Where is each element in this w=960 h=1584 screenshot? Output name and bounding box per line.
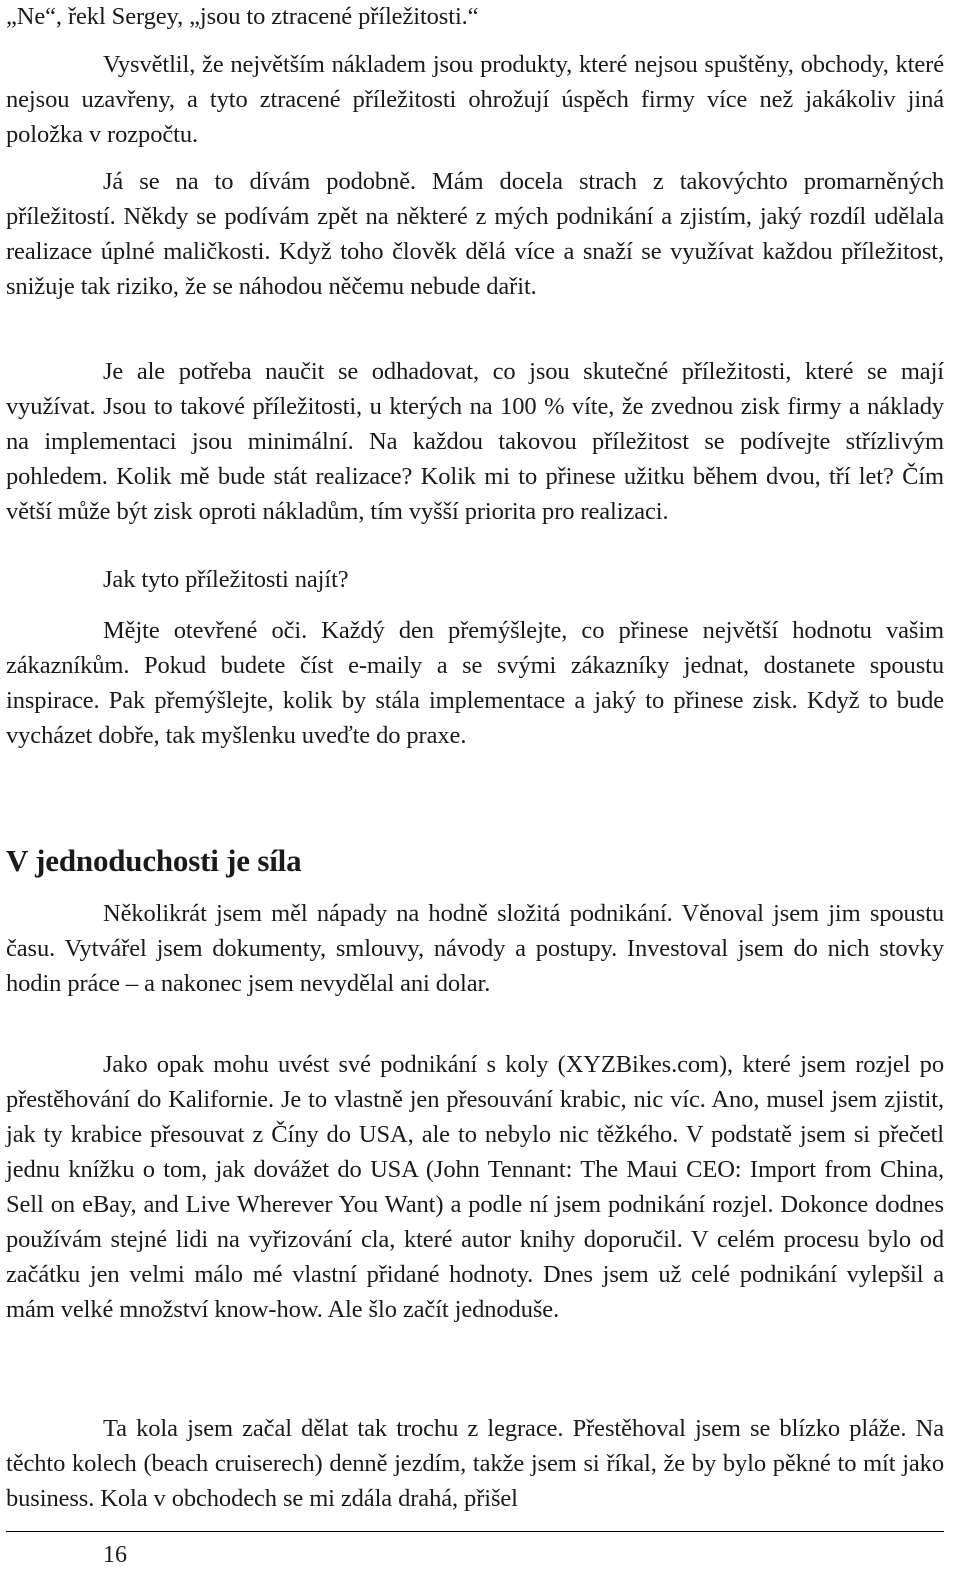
section-heading: V jednoduchosti je síla [6, 843, 302, 878]
footer-divider [6, 1531, 944, 1532]
paragraph-quote: „Ne“, řekl Sergey, „jsou to ztracené příležitosti.“ [6, 3, 479, 30]
paragraph-bikes-business: Jako opak mohu uvést své podnikání s koly (XYZBikes.com), které jsem rozjel po přestěhování do Kalifornie. Je to vlastně jen přesouvání krabic, nic víc. Ano, musel jsem zjistit, jak ty krabice přesouvat z Číny do USA, ale to nebylo nic těžkého. V podstatě jsem si přečetl jednu knížku o tom, jak dovážet do USA (John Tennant: The Maui CEO: Import from China, Sell on eBay, and Live Wherever You Want) a podle ní jsem podnikání rozjel. Dokonce dodnes používám stejné lidi na vyřizování cla, které autor knihy doporučil. V celém procesu bylo od začátku jen velmi málo mé vlastní přidané hodnoty. Dnes jsem už celé podnikání vylepšil a mám velké množství know-how. Ale šlo začít jednoduše. [6, 1051, 944, 1323]
paragraph-question: Jak tyto příležitosti najít? [103, 566, 349, 593]
paragraph-estimate-opportunities: Je ale potřeba naučit se odhadovat, co jsou skutečné příležitosti, které se mají využívat. Jsou to takové příležitosti, u kterých na 100 % víte, že zvednou zisk firmy a náklady na implementaci jsou minimální. Na každou takovou příležitost se podívejte střízlivým pohledem. Kolik mě bude stát realizace? Kolik mi to přinese užitku během dvou, tří let? Čím větší může být zisk oproti nákladům, tím vyšší priorita pro realizaci. [6, 358, 944, 525]
document-page [6, 0, 944, 1584]
paragraph-complex-ideas: Několikrát jsem měl nápady na hodně složitá podnikání. Věnoval jsem jim spoustu času. Vytvářel jsem dokumenty, smlouvy, návody a postupy. Investoval jsem do nich stovky hodin práce – a nakonec jsem nevydělal ani dolar. [6, 900, 944, 997]
paragraph-missed-opportunities: Já se na to dívám podobně. Mám docela strach z takovýchto promarněných příležitostí. Někdy se podívám zpět na některé z mých podnikání a zjistím, jaký rozdíl udělala realizace úplné maličkosti. Když toho člověk dělá více a snaží se využívat každou příležitost, snižuje tak riziko, že se náhodou něčemu nebude dařit. [6, 168, 944, 300]
paragraph-open-eyes: Mějte otevřené oči. Každý den přemýšlejte, co přinese největší hodnotu vašim zákazníkům. Pokud budete číst e-maily a se svými zákazníky jednat, dostanete spoustu inspirace. Pak přemýšlejte, kolik by stála implementace a jaký to přinese zisk. Když to bude vycházet dobře, tak myšlenku uveďte do praxe. [6, 617, 944, 749]
paragraph-explanation: Vysvětlil, že největším nákladem jsou produkty, které nejsou spuštěny, obchody, které nejsou uzavřeny, a tyto ztracené příležitosti ohrožují úspěch firmy více než jakákoliv jiná položka v rozpočtu. [6, 51, 944, 148]
page-number: 16 [103, 1542, 127, 1568]
paragraph-bikes-origin: Ta kola jsem začal dělat tak trochu z legrace. Přestěhoval jsem se blízko pláže. Na těchto kolech (beach cruiserech) denně jezdím, takže jsem si říkal, že by bylo pěkné to mít jako business. Kola v obchodech se mi zdála drahá, přišel [6, 1415, 944, 1512]
